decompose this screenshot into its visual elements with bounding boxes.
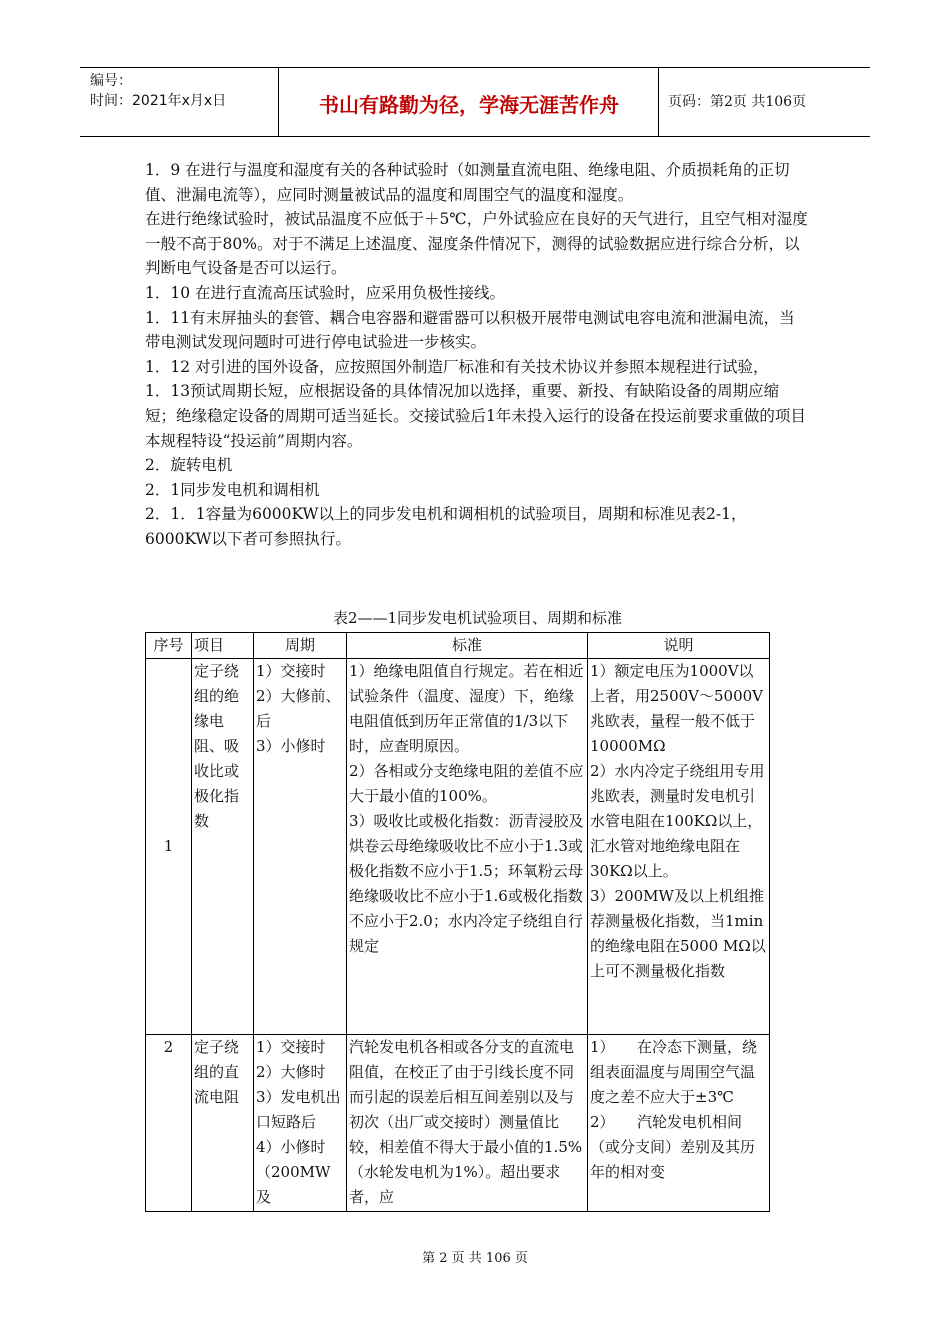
header-divider xyxy=(658,67,659,137)
item-cell: 定子绕组的绝缘电阻、吸收比或极化指数 xyxy=(192,659,254,1035)
header-page-info: 页码：第2页 共106页 xyxy=(668,94,807,110)
table-caption: 表2——1同步发电机试验项目、周期和标准 xyxy=(332,609,623,627)
header-bottom-rule xyxy=(80,136,870,137)
header-meta xyxy=(90,71,226,111)
period-entry: 3）小修时 xyxy=(256,737,326,755)
note-entry: 2） 汽轮发电机相间（或分支间）差别及其历年的相对变 xyxy=(590,1113,756,1181)
period-entry: 2）大修前、后 xyxy=(256,687,341,730)
column-header: 周期 xyxy=(254,633,347,659)
period-cell xyxy=(254,1035,347,1212)
table-row xyxy=(146,1035,770,1212)
paragraph: 1．12 对引进的国外设备，应按照国外制造厂标准和有关技术协议并参照本规程进行试验， xyxy=(145,357,769,376)
standard-cell xyxy=(347,659,588,1035)
page-footer: 第 2 页 共 106 页 xyxy=(422,1251,528,1266)
header-top-rule xyxy=(80,67,870,68)
note-entry: 2）水内冷定子绕组用专用兆欧表，测量时发电机引水管电阻在100KΩ以上，汇水管对地绝缘电阻在30KΩ以上。 xyxy=(590,762,765,880)
note-cell xyxy=(588,659,770,1035)
document-number-label: 编号： xyxy=(90,73,132,89)
header-motto: 书山有路勤为径，学海无涯苦作舟 xyxy=(319,93,619,117)
period-cell xyxy=(254,659,347,1035)
table-row xyxy=(146,659,770,1035)
document-body xyxy=(145,158,810,552)
paragraph: 1．9 在进行与温度和湿度有关的各种试验时（如测量直流电阻、绝缘电阻、介质损耗角的正切值、泄漏电流等），应同时测量被试品的温度和周围空气的温度和湿度。 xyxy=(145,161,790,204)
item-cell xyxy=(192,1035,254,1212)
subsection-heading: 2．1同步发电机和调相机 xyxy=(145,480,320,499)
column-header: 说明 xyxy=(588,633,770,659)
row-number: 1 xyxy=(146,659,192,1035)
standard-entry: 汽轮发电机各相或各分支的直流电阻值，在校正了由于引线长度不同而引起的误差后相互间差别以及与初次（出厂或交接时）测量值比较，相差值不得大于最小值的1.5%（水轮发电机为1%）。超出要求者，应 xyxy=(349,1038,583,1206)
row-number: 2 xyxy=(146,1035,192,1212)
document-date: 时间：2021年x月x日 xyxy=(90,93,227,109)
note-cell xyxy=(588,1035,770,1212)
note-entry: 1） 在冷态下测量，绕组表面温度与周围空气温度之差不应大于±3℃ xyxy=(590,1038,758,1106)
header-divider xyxy=(278,67,279,137)
standard-entry: 2）各相或分支绝缘电阻的差值不应大于最小值的100%。 xyxy=(349,762,584,805)
period-entry: 1）交接时 xyxy=(256,662,326,680)
column-header: 序号 xyxy=(146,633,192,659)
period-list xyxy=(256,1035,344,1211)
paragraph: 在进行绝缘试验时，被试品温度不应低于＋5℃，户外试验应在良好的天气进行，且空气相对湿度一般不高于80%。对于不满足上述温度、湿度条件情况下，测得的试验数据应进行综合分析，以判断电气设备是否可以运行。 xyxy=(145,210,808,278)
paragraph: 1．10 在进行直流高压试验时，应采用负极性接线。 xyxy=(145,283,506,302)
paragraph: 1．13预试周期长短，应根据设备的具体情况加以选择，重要、新投、有缺陷设备的周期应缩短；绝缘稳定设备的周期可适当延长。交接试验后1年未投入运行的设备在投运前要求重做的项目本规程特设“投运前”周期内容。 xyxy=(145,382,806,450)
section-heading: 2．旋转电机 xyxy=(145,456,233,475)
column-header: 项目 xyxy=(192,633,254,659)
period-entry: 3）发电机出口短路后 xyxy=(256,1088,341,1131)
table-header-row xyxy=(146,633,770,659)
column-header: 标准 xyxy=(347,633,588,659)
period-entry: 1）交接时 xyxy=(256,1038,326,1056)
standard-cell xyxy=(347,1035,588,1212)
note-entry: 3）200MW及以上机组推荐测量极化指数，当1min的绝缘电阻在5000 MΩ以上可不测量极化指数 xyxy=(590,887,766,980)
paragraph: 1．11有末屏抽头的套管、耦合电容器和避雷器可以积极开展带电测试电容电流和泄漏电流，当带电测试发现问题时可进行停电试验进一步核实。 xyxy=(145,308,795,352)
note-entry: 1）额定电压为1000V以上者，用2500V～5000V兆欧表，量程一般不低于10000MΩ xyxy=(590,662,764,755)
period-entry: 2）大修时 xyxy=(256,1063,326,1081)
paragraph: 2．1．1容量为6000KW以上的同步发电机和调相机的试验项目，周期和标准见表2-1，6000KW以下者可参照执行。 xyxy=(145,505,747,548)
page-header xyxy=(80,67,870,137)
period-entry: 4）小修时（200MW及 xyxy=(256,1138,331,1206)
standard-entry: 1）绝缘电阻值自行规定。若在相近试验条件（温度、湿度）下，绝缘电阻值低到历年正常值的1/3以下时，应查明原因。 xyxy=(349,662,584,755)
spec-table xyxy=(145,632,770,1212)
note-list xyxy=(590,1035,767,1211)
standard-entry: 3）吸收比或极化指数：沥青浸胶及烘卷云母绝缘吸收比不应小于1.3或极化指数不应小于1.5；环氧粉云母绝缘吸收比不应小于1.6或极化指数不应小于2.0；水内冷定子绕组自行规定 xyxy=(349,812,584,955)
item-text: 定子绕组的直流电阻 xyxy=(194,1038,240,1106)
